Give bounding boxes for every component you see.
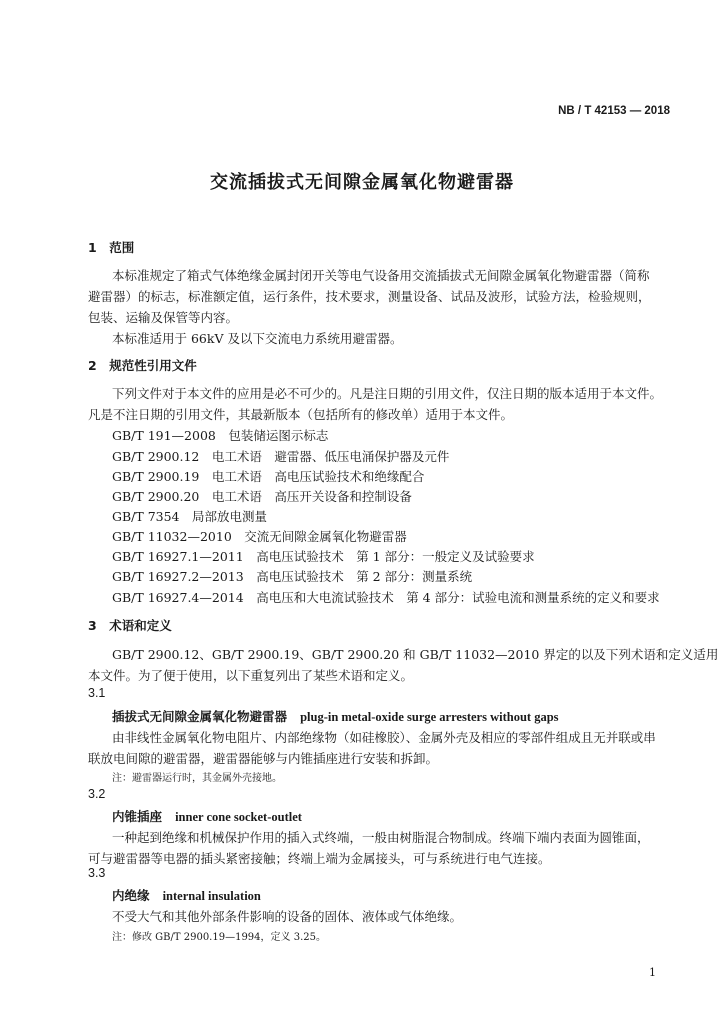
term-heading — [112, 807, 302, 825]
term-definition-line: 可与避雷器等电器的插头紧密接触；终端上端为金属接头，可与系统进行电气连接。 — [88, 851, 551, 866]
term-english: internal insulation — [162, 889, 261, 903]
section-1-para-line: 本标准规定了箱式气体绝缘金属封闭开关等电气设备用交流插拔式无间隙金属氧化物避雷器（简称 — [112, 268, 650, 283]
clause-number: 3.3 — [88, 866, 106, 880]
term-heading — [112, 886, 261, 904]
section-1-para-line: 避雷器）的标志，标准额定值，运行条件，技术要求，测量设备、试品及波形，试验方法，检验规则， — [88, 289, 651, 304]
reference-item: GB/T 2900.12 电工术语 避雷器、低压电涌保护器及元件 — [112, 449, 450, 464]
clause-number: 3.1 — [88, 686, 106, 700]
section-2-intro-line: 下列文件对于本文件的应用是必不可少的。凡是注日期的引用文件，仅注日期的版本适用于本文件。 — [112, 386, 663, 401]
reference-item: GB/T 11032—2010 交流无间隙金属氧化物避雷器 — [112, 529, 407, 544]
section-3-intro-line: GB/T 2900.12、GB/T 2900.19、GB/T 2900.20 和 GB/T 11032—2010 界定的以及下列术语和定义适用 — [112, 647, 719, 662]
section-1-heading: 1 范围 — [88, 240, 135, 255]
section-3-intro-line: 本文件。为了便于使用，以下重复列出了某些术语和定义。 — [88, 668, 414, 683]
term-note: 注：避雷器运行时，其金属外壳接地。 — [112, 773, 282, 784]
section-1-scope-line: 本标准适用于 66kV 及以下交流电力系统用避雷器。 — [112, 331, 403, 346]
term-note: 注：修改 GB/T 2900.19—1994，定义 3.25。 — [112, 932, 326, 943]
section-2-heading: 2 规范性引用文件 — [88, 358, 197, 373]
term-definition-line: 一种起到绝缘和机械保护作用的插入式终端，一般由树脂混合物制成。终端下端内表面为圆锥面， — [112, 830, 650, 845]
reference-item: GB/T 16927.1—2011 高电压试验技术 第 1 部分：一般定义及试验要求 — [112, 549, 535, 564]
term-chinese: 内绝缘 — [112, 888, 150, 903]
reference-item: GB/T 2900.20 电工术语 高压开关设备和控制设备 — [112, 489, 412, 504]
term-chinese: 内锥插座 — [112, 809, 163, 824]
reference-item: GB/T 7354 局部放电测量 — [112, 509, 268, 524]
standard-code: NB / T 42153 — 2018 — [558, 105, 670, 117]
section-1-para-line: 包装、运输及保管等内容。 — [88, 310, 239, 325]
term-heading — [112, 707, 559, 725]
section-3-heading: 3 术语和定义 — [88, 618, 172, 633]
term-definition-line: 联放电间隙的避雷器，避雷器能够与内锥插座进行安装和拆卸。 — [88, 751, 439, 766]
term-chinese: 插拔式无间隙金属氧化物避雷器 — [112, 709, 288, 724]
clause-number: 3.2 — [88, 787, 106, 801]
reference-item: GB/T 2900.19 电工术语 高电压试验技术和绝缘配合 — [112, 469, 425, 484]
reference-item: GB/T 16927.2—2013 高电压试验技术 第 2 部分：测量系统 — [112, 569, 473, 584]
document-title: 交流插拔式无间隙金属氧化物避雷器 — [210, 172, 514, 193]
page-number: 1 — [649, 966, 656, 979]
section-2-intro-line: 凡是不注日期的引用文件，其最新版本（包括所有的修改单）适用于本文件。 — [88, 407, 514, 422]
term-definition-line: 由非线性金属氧化物电阻片、内部绝缘物（如硅橡胶）、金属外壳及相应的零部件组成且无并联或串 — [112, 730, 656, 745]
reference-item: GB/T 191—2008 包装储运图示标志 — [112, 428, 329, 443]
reference-item: GB/T 16927.4—2014 高电压和大电流试验技术 第 4 部分：试验电流和测量系统的定义和要求 — [112, 590, 660, 605]
term-english: inner cone socket-outlet — [175, 810, 302, 824]
term-definition-line: 不受大气和其他外部条件影响的设备的固体、液体或气体绝缘。 — [112, 909, 463, 924]
term-english: plug-in metal-oxide surge arresters without gaps — [300, 710, 559, 724]
